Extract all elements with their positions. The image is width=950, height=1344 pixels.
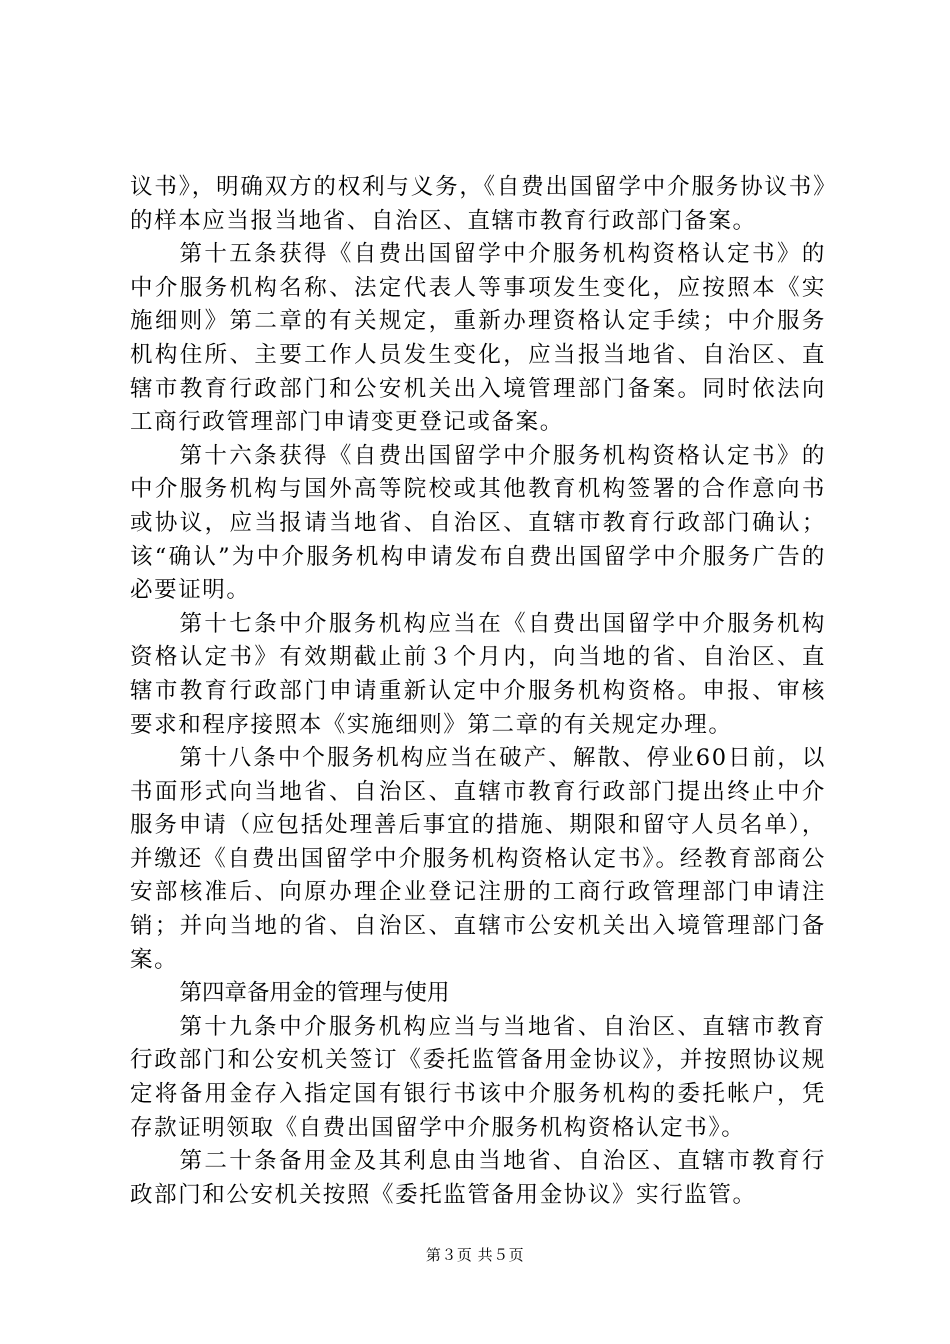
document-body bbox=[130, 171, 826, 1212]
paragraph-article-15: 第十五条获得《自费出国留学中介服务机构资格认定书》的中介服务机构名称、法定代表人等事项发生变化，应按照本《实施细则》第二章的有关规定，重新办理资格认定手续；中介服务机构住所、主要工作人员发生变化，应当报当地省、自治区、直辖市教育行政部门和公安机关出入境管理部门备案。同时依法向工商行政管理部门申请变更登记或备案。 bbox=[130, 241, 826, 436]
paragraph-article-17: 第十七条中介服务机构应当在《自费出国留学中介服务机构资格认定书》有效期截止前３个月内，向当地的省、自治区、直辖市教育行政部门申请重新认定中介服务机构资格。申报、审核要求和程序接照本《实施细则》第二章的有关规定办理。 bbox=[130, 610, 826, 738]
paragraph-article-18: 第十八条中个服务机构应当在破产、解散、停业60日前，以书面形式向当地省、自治区、直辖市教育行政部门提出终止中介服务申请（应包括处理善后事宜的措施、期限和留守人员名单），并缴还《自费出国留学中介服务机构资格认定书》。经教育部商公安部核准后、向原办理企业登记注册的工商行政管理部门申请注销；并向当地的省、自治区、直辖市公安机关出入境管理部门备案。 bbox=[130, 745, 826, 973]
paragraph-article-16: 第十六条获得《自费出国留学中介服务机构资格认定书》的中介服务机构与国外高等院校或其他教育机构签署的合作意向书或协议，应当报请当地省、自治区、直辖市教育行政部门确认；该“确认”为中介服务机构申请发布自费出国留学中介服务广告的必要证明。 bbox=[130, 442, 826, 604]
paragraph-article-19: 第十九条中介服务机构应当与当地省、自治区、直辖市教育行政部门和公安机关签订《委托监管备用金协议》，并按照协议规定将备用金存入指定国有银行书该中介服务机构的委托帐户，凭存款证明领取《自费出国留学中介服务机构资格认定书》。 bbox=[130, 1013, 826, 1141]
paragraph-article-20: 第二十条备用金及其利息由当地省、自治区、直辖市教育行政部门和公安机关按照《委托监管备用金协议》实行监管。 bbox=[130, 1148, 826, 1208]
chapter-heading: 第四章备用金的管理与使用 bbox=[179, 980, 450, 1007]
page-footer: 第３页 共５页 bbox=[425, 1246, 525, 1264]
paragraph-continuation: 议书》，明确双方的权利与义务，《自费出国留学中介服务协议书》的样本应当报当地省、自治区、直辖市教育行政部门备案。 bbox=[130, 174, 826, 234]
